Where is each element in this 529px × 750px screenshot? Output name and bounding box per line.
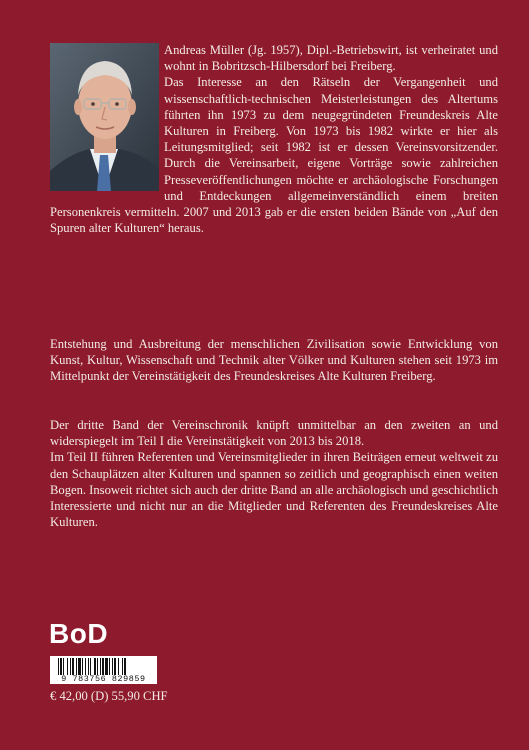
barcode-digits: 9 783756 829859 <box>50 675 157 684</box>
isbn-barcode <box>50 656 157 684</box>
blurb-paragraph-1: Entstehung und Ausbreitung der menschlichen Zivilisation sowie Entwicklung von Kunst, Kultur, Wissenschaft und Technik alter Völker und Kulturen stehen seit 1973 im Mittelpunkt der Vereinstätigkeit des Freundeskreises Alte Kulturen Freiberg. <box>50 337 498 384</box>
blurb-paragraph-2: Der dritte Band der Vereinschronik knüpft unmittelbar an den zweiten an und widerspiegelt im Teil I die Vereinstätigkeit von 2013 bis 2018. <box>50 418 498 449</box>
price-label: € 42,00 (D) 55,90 CHF <box>50 689 168 703</box>
publisher-logo: BoD <box>49 618 109 649</box>
author-bio <box>50 42 498 236</box>
author-bio-paragraph-2: Das Interesse an den Rätseln der Vergangenheit und wissenschaftlich-technischen Meisterleistungen des Altertums führten ihn 1973 zu dem neugegründeten Freundeskreis Alte Kulturen in Freiberg. Von 1973 bis 1982 wirkte er hier als Leitungsmitglied; seit 1982 ist er dessen Vereinsvorsitzender. Durch die Vereinsarbeit, eigene Vorträge sowie zahlreichen Presseveröffentlichungen möchte er archäologische Forschungen und Entdeckungen allgemeinverständlich einem breiten Personenkreis vermitteln. 2007 und 2013 gab er die ersten beiden Bände von „Auf den Spuren alter Kulturen“ heraus. <box>50 75 498 236</box>
author-bio-paragraph-1: Andreas Müller (Jg. 1957), Dipl.-Betriebswirt, ist verheiratet und wohnt in Bobritzsch-Hilbersdorf bei Freiberg. <box>164 43 498 74</box>
blurb-paragraph-3: Im Teil II führen Referenten und Vereinsmitglieder in ihren Beiträgen erneut weltweit zu den Schauplätzen alter Kulturen und spannen so zeitlich und geographisch einen weiten Bogen. Insoweit richtet sich auch der dritte Band an alle archäologisch und geschichtlich Interessierte und nicht nur an die Mitglieder und Referenten des Freundeskreises Alte Kulturen. <box>50 450 498 530</box>
blurb-section-2 <box>50 417 498 530</box>
